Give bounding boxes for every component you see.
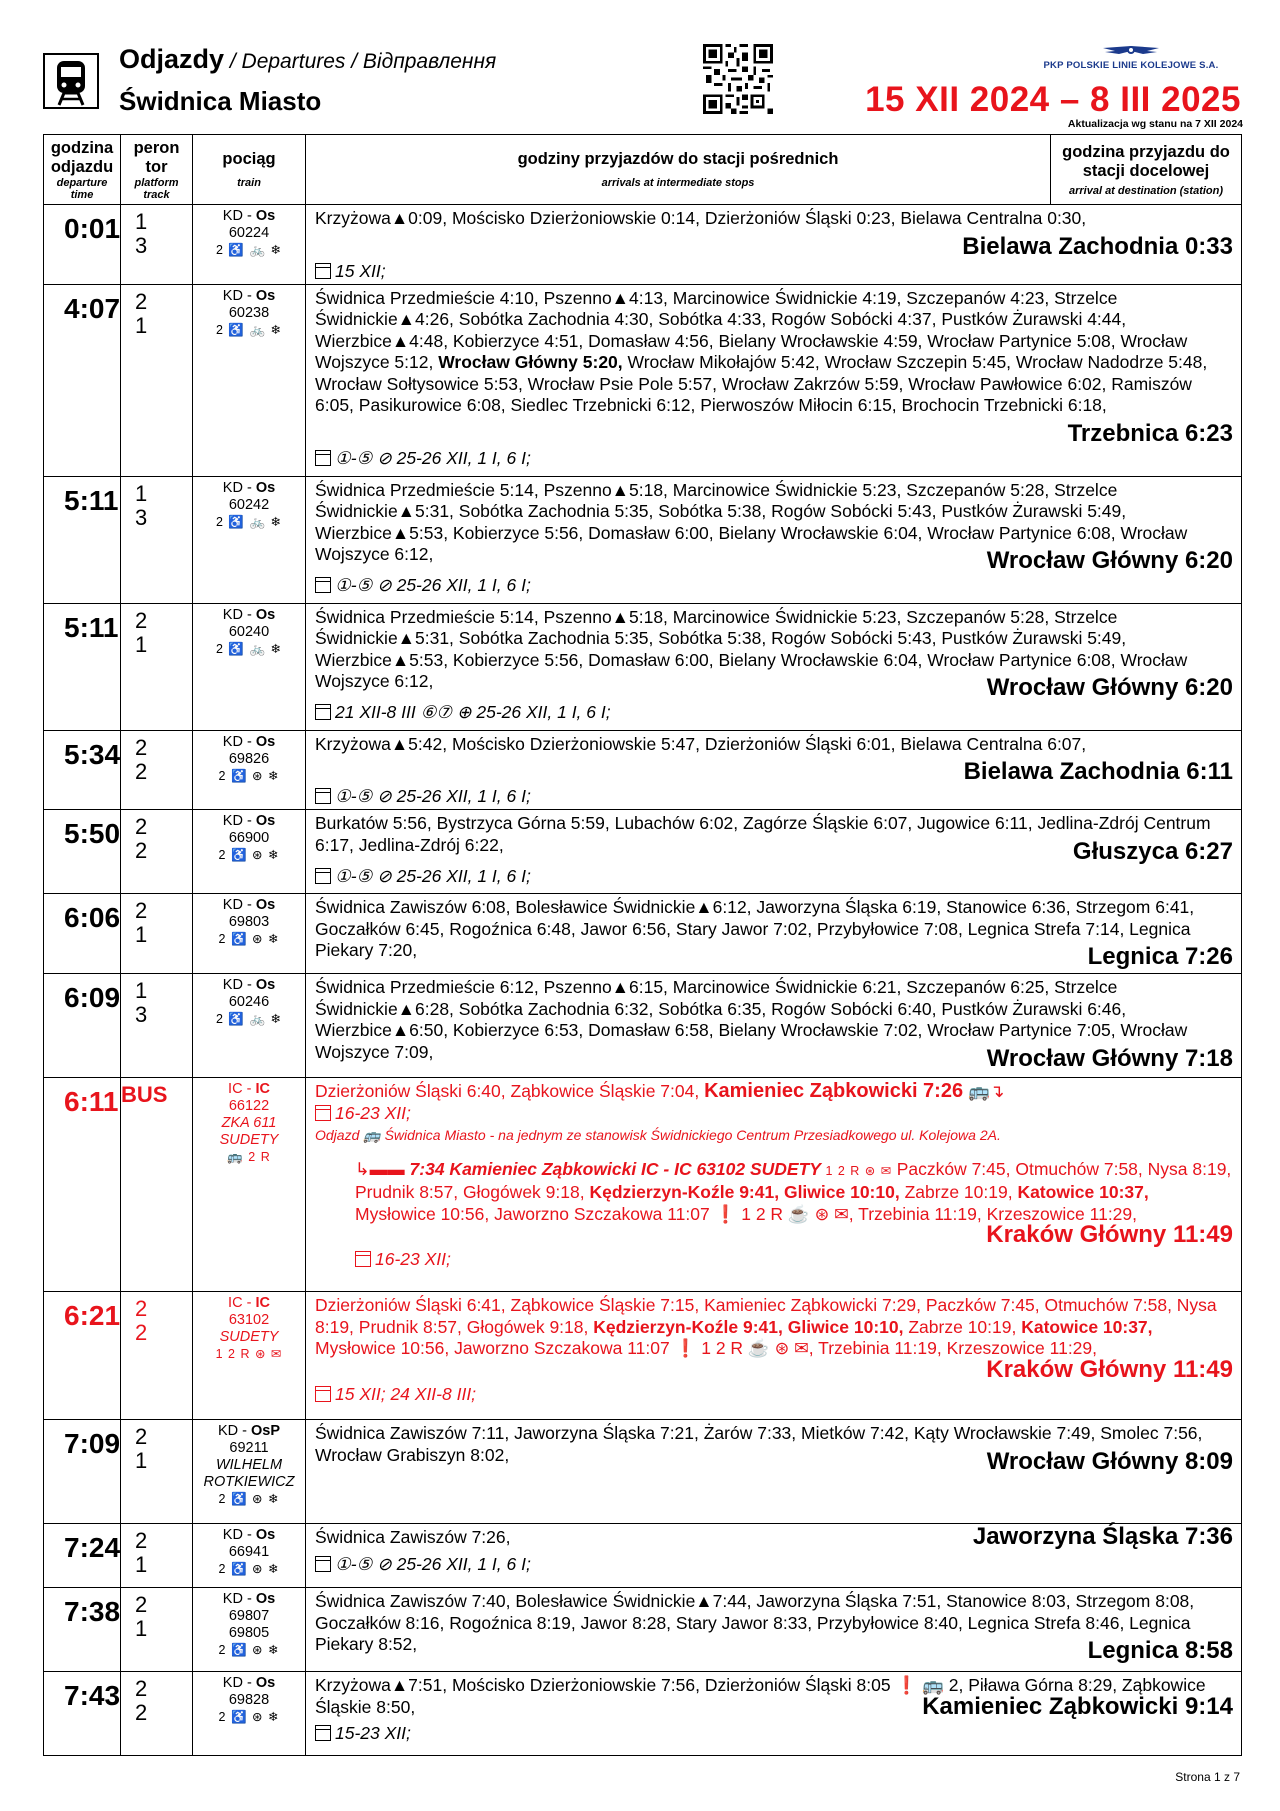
validity-dates: 15 XII 2024 – 8 III 2025: [865, 80, 1241, 119]
departure-row[interactable]: [44, 974, 1242, 1078]
platform-track: 2 2: [121, 1292, 193, 1420]
calendar-note: ①-⑤ ⊘ 25-26 XII, 1 I, 6 I;: [315, 574, 1233, 596]
departure-time: 6:21: [44, 1292, 121, 1420]
departure-time: 6:09: [44, 974, 121, 1078]
amenity-icons: 2 ♿ ⊛ ❄: [218, 1562, 280, 1576]
bus-info: Odjazd 🚌 Świdnica Miasto - na jednym ze stanowisk Świdnickiego Centrum Przesiadkowego ul. Kolejowa 2A.: [315, 1126, 1001, 1143]
destination: Wrocław Główny 6:20: [986, 674, 1233, 701]
stops-cell: [306, 1672, 1242, 1756]
platform-track: 2 1: [121, 1588, 193, 1672]
destination: Bielawa Zachodnia 0:33: [962, 232, 1233, 260]
col-train-header: pociąg train: [193, 135, 306, 205]
platform-track: 1 3: [121, 974, 193, 1078]
destination: Legnica 7:26: [1087, 943, 1233, 970]
train-info: KD - Os 69803 2 ♿ ⊛ ❄: [193, 894, 306, 974]
stops-cell: [306, 1588, 1242, 1672]
calendar-icon: [315, 1386, 331, 1402]
intermediate-stops: Świdnica Przedmieście 5:14, Pszenno▲5:18, Marcinowice Świdnickie 5:23, Szczepanów 5:28, Strzelce Świdnickie▲5:31, Sobótka Zachodnia 5:35, Sobótka 5:38, Rogów Sobócki 5:43, Pustków Żurawski 5:49, Wierzbice▲5:53, Kobierzyce 5:56, Domasław 6:00, Bielany Wrocławskie 6:04, Wrocław Partynice 6:08, Wrocław Wojszyce 6:12,: [315, 479, 1188, 564]
departure-time: 0:01: [44, 205, 121, 285]
calendar-icon: [315, 450, 331, 466]
stops-cell: [306, 476, 1242, 603]
platform-track: BUS: [121, 1078, 193, 1292]
destination: Kamieniec Ząbkowicki 9:14: [922, 1692, 1233, 1720]
departure-row[interactable]: [44, 476, 1242, 603]
col-stops-header: godziny przyjazdów do stacji pośrednich arrivals at intermediate stops: [306, 135, 1051, 205]
intermediate-stops: Świdnica Zawiszów 7:26,: [315, 1527, 511, 1547]
calendar-icon: [315, 263, 331, 279]
departure-row[interactable]: [44, 205, 1242, 285]
amenity-icons: 2 ♿ ⊛ ❄: [218, 848, 280, 862]
stops-cell: [306, 1524, 1242, 1588]
stops-cell: [306, 974, 1242, 1078]
amenity-icons: 🚌 2 R: [227, 1150, 271, 1164]
train-info: IC - IC 66122 ZKA 611 SUDETY 🚌 2 R: [193, 1078, 306, 1292]
train-info: KD - Os 69826 2 ♿ ⊛ ❄: [193, 730, 306, 810]
departure-row[interactable]: [44, 1588, 1242, 1672]
calendar-note: ①-⑤ ⊘ 25-26 XII, 1 I, 6 I;: [315, 865, 1233, 887]
intermediate-stops: Świdnica Zawiszów 6:08, Bolesławice Świdnickie▲6:12, Jaworzyna Śląska 6:19, Stanowice 6:36, Strzegom 6:41, Goczałków 6:45, Rogoźnica 6:48, Jawor 6:56, Stary Jawor 7:02, Przybyłowice 7:08, Legnica Strefa 7:14, Legnica Piekary 7:20,: [315, 897, 1195, 960]
qr-code[interactable]: [703, 42, 773, 116]
departure-time: 6:11: [44, 1078, 121, 1292]
amenity-icons: 2 ♿ 🚲 ❄: [216, 641, 282, 656]
intermediate-stops: Świdnica Przedmieście 5:14, Pszenno▲5:18, Marcinowice Świdnickie 5:23, Szczepanów 5:28, Strzelce Świdnickie▲5:31, Sobótka Zachodnia 5:35, Sobótka 5:38, Rogów Sobócki 5:43, Pustków Żurawski 5:49, Wierzbice▲5:53, Kobierzyce 5:56, Domasław 6:00, Bielany Wrocławskie 6:04, Wrocław Partynice 6:08, Wrocław Wojszyce 6:12,: [315, 606, 1188, 691]
calendar-note: 15-23 XII;: [315, 1722, 1233, 1744]
train-info: KD - Os 60242 2 ♿ 🚲 ❄: [193, 476, 306, 603]
departure-time: 5:50: [44, 810, 121, 894]
departure-row-bus[interactable]: [44, 1078, 1242, 1292]
calendar-note: 16-23 XII;: [315, 1103, 1233, 1123]
stops-cell: [306, 894, 1242, 974]
train-info: KD - Os 60246 2 ♿ 🚲 ❄: [193, 974, 306, 1078]
amenity-icons: 2 ♿ ⊛ ❄: [218, 932, 280, 946]
transfer-icon: ↳▬▬: [355, 1158, 405, 1179]
stops-cell: [306, 205, 1242, 285]
pkp-wings-icon: [1101, 42, 1161, 60]
destination: Wrocław Główny 7:18: [986, 1044, 1233, 1072]
departure-row[interactable]: [44, 1420, 1242, 1524]
amenity-icons: 2 ♿ ⊛ ❄: [218, 768, 280, 783]
departure-row[interactable]: [44, 810, 1242, 894]
platform-track: 2 1: [121, 1420, 193, 1524]
amenity-icons: 2 ♿ ⊛ ❄: [218, 1710, 280, 1724]
platform-track: 2 1: [121, 1524, 193, 1588]
departure-row[interactable]: [44, 603, 1242, 730]
departure-time: 7:43: [44, 1672, 121, 1756]
stops-cell: Świdnica Przedmieście 4:10, Pszenno▲4:13, Marcinowice Świdnickie 4:19, Szczepanów 4:23, Strzelce Świdnickie▲4:26, Sobótka Zachodnia 4:30, Sobótka 4:33, Rogów Sobócki 4:37, Pustków Żurawski 4:44, Wierzbice▲4:48, Kobierzyce 4:51, Domasław 4:56, Bielany Wrocławskie 4:59, Wrocław Partynice 5:08, Wrocław Wojszyce 5:12, Wrocław Główny 5:20, Wrocław Mikołajów 5:42, Wrocław Szczepin 5:45, Wrocław Nadodrze 5:48, Wrocław Sołtysowice 5:53, Wrocław Psie Pole 5:57, Wrocław Zakrzów 5:59, Wrocław Pawłowice 6:02, Ramiszów 6:05, Pasikurowice 6:08, Siedlec Trzebnicki 6:12, Pierwoszów Miłocin 6:15, Brochocin Trzebnicki 6:18, Trzebnica 6:23 ①-⑤ ⊘ 25-26 XII, 1 I, 6 I;: [306, 284, 1242, 476]
train-info: KD - Os 66900 2 ♿ ⊛ ❄: [193, 810, 306, 894]
calendar-icon: [355, 1251, 371, 1267]
calendar-icon: [315, 788, 331, 804]
departure-row[interactable]: [44, 1524, 1242, 1588]
stops-cell: [306, 730, 1242, 810]
departure-time: 7:38: [44, 1588, 121, 1672]
stops-cell: Dzierżoniów Śląski 6:40, Ząbkowice Śląskie 7:04, Kamieniec Ząbkowicki 7:26 🚌↴ 16-23 XII; Odjazd 🚌 Świdnica Miasto - na jednym ze stanowisk Świdnickiego Centrum Przesiadkowego ul. Kolejowa 2A. ↳▬▬ 7:34 Kamieniec Ząbkowicki IC - IC 63102 SUDETY 1 2 R ⊛ ✉ Paczków 7:45, Otmuchów 7:58, Nysa 8:19, Prudnik 8:57, Głogówek 9:18, Kędzierzyn-Koźle 9:41, Gliwice 10:10, Zabrze 10:19, Katowice 10:37, Mysłowice 10:56, Jaworzno Szczakowa 11:07 ❗ 1 2 R ☕ ⊛ ✉, Trzebinia 11:19, Krzeszowice 11:29, Kraków Główny 11:49 16-23 XII;: [306, 1078, 1242, 1292]
amenity-icons: 2 ♿ 🚲 ❄: [216, 243, 282, 257]
departure-time: 7:24: [44, 1524, 121, 1588]
logo-text: PKP POLSKIE LINIE KOLEJOWE S.A.: [1043, 60, 1219, 71]
page-header: [43, 40, 1243, 132]
amenity-icons: 2 ♿ ⊛ ❄: [218, 1643, 280, 1657]
intermediate-stops: Świdnica Przedmieście 6:12, Pszenno▲6:15, Marcinowice Świdnickie 6:21, Szczepanów 6:25, Strzelce Świdnickie▲6:28, Sobótka Zachodnia 6:32, Sobótka 6:35, Rogów Sobócki 6:40, Pustków Żurawski 6:46, Wierzbice▲6:50, Kobierzyce 6:53, Domasław 6:58, Bielany Wrocławskie 7:02, Wrocław Partynice 7:05, Wrocław Wojszyce 7:09,: [315, 977, 1188, 1062]
intermediate-stops: Dzierżoniów Śląski 6:41, Ząbkowice Śląskie 7:15, Kamieniec Ząbkowicki 7:29, Paczków 7:45, Otmuchów 7:58, Nysa 8:19, Prudnik 8:57, Głogówek 9:18,: [315, 1295, 1217, 1337]
destination: Wrocław Główny 8:09: [986, 1447, 1233, 1475]
platform-track: 1 3: [121, 476, 193, 603]
train-info: KD - Os 66941 2 ♿ ⊛ ❄: [193, 1524, 306, 1588]
intermediate-stops: Świdnica Zawiszów 7:11, Jaworzyna Śląska 7:21, Żarów 7:33, Mietków 7:42, Kąty Wrocławskie 7:49, Smolec 7:56, Wrocław Grabiszyn 8:02,: [315, 1423, 1203, 1465]
transfer-destination: Kraków Główny 11:49: [986, 1221, 1233, 1248]
train-info: KD - Os 60238 2 ♿ 🚲 ❄: [193, 284, 306, 476]
train-info: KD - Os 69828 2 ♿ ⊛ ❄: [193, 1672, 306, 1756]
bus-icon: 🚌↴: [967, 1081, 1005, 1101]
departure-row[interactable]: [44, 284, 1242, 476]
stops-cell: [306, 810, 1242, 894]
page-title: Odjazdy / Departures / Відправлення: [119, 44, 497, 74]
train-info: KD - Os 60240 2 ♿ 🚲 ❄: [193, 603, 306, 730]
calendar-icon: [315, 577, 331, 593]
platform-track: 2 2: [121, 810, 193, 894]
calendar-note: 16-23 XII;: [355, 1248, 1233, 1270]
intermediate-stops: Burkatów 5:56, Bystrzyca Górna 5:59, Lubachów 6:02, Zagórze Śląskie 6:07, Jugowice 6:11, Jedlina-Zdrój Centrum 6:17, Jedlina-Zdrój 6:22,: [315, 813, 1211, 855]
departure-time: 6:06: [44, 894, 121, 974]
stops-cell: [306, 603, 1242, 730]
transfer-connection: ↳▬▬ 7:34 Kamieniec Ząbkowicki IC - IC 63102 SUDETY 1 2 R ⊛ ✉ Paczków 7:45, Otmuchów 7:58, Nysa 8:19, Prudnik 8:57, Głogówek 9:18, Kędzierzyn-Koźle 9:41, Gliwice 10:10, Zabrze 10:19, Katowice 10:37, Mysłowice 10:56, Jaworzno Szczakowa 11:07 ❗ 1 2 R ☕ ⊛ ✉, Trzebinia 11:19, Krzeszowice 11:29, Kraków Główny 11:49 16-23 XII;: [355, 1158, 1233, 1269]
col-platform-header: peron tor platform track: [121, 135, 193, 205]
destination: Kraków Główny 11:49: [986, 1355, 1233, 1383]
departure-row[interactable]: [44, 1292, 1242, 1420]
calendar-note: ①-⑤ ⊘ 25-26 XII, 1 I, 6 I;: [315, 1553, 1233, 1575]
stops-cell: Dzierżoniów Śląski 6:41, Ząbkowice Śląskie 7:15, Kamieniec Ząbkowicki 7:29, Paczków 7:45, Otmuchów 7:58, Nysa 8:19, Prudnik 8:57, Głogówek 9:18, Kędzierzyn-Koźle 9:41, Gliwice 10:10, Zabrze 10:19, Katowice 10:37, Mysłowice 10:56, Jaworzno Szczakowa 11:07 ❗ 1 2 R ☕ ⊛ ✉, Trzebinia 11:19, Krzeszowice 11:29, Kraków Główny 11:49 15 XII; 24 XII-8 III;: [306, 1292, 1242, 1420]
train-info: IC - IC 63102 SUDETY 1 2 R ⊛ ✉: [193, 1292, 306, 1420]
destination: Legnica 8:58: [1087, 1637, 1233, 1664]
platform-track: 1 3: [121, 205, 193, 285]
calendar-note: 15 XII; 24 XII-8 III;: [315, 1383, 1233, 1405]
intermediate-stops: Krzyżowa▲0:09, Mościsko Dzierżoniowskie 0:14, Dzierżoniów Śląski 0:23, Bielawa Centralna 0:30,: [315, 208, 1087, 228]
calendar-icon: [315, 1556, 331, 1572]
amenity-icons: 1 2 R ⊛ ✉: [215, 1347, 283, 1361]
intermediate-stops: Świdnica Przedmieście 4:10, Pszenno▲4:13, Marcinowice Świdnickie 4:19, Szczepanów 4:23, Strzelce Świdnickie▲4:26, Sobótka Zachodnia 4:30, Sobótka 4:33, Rogów Sobócki 4:37, Pustków Żurawski 4:44, Wierzbice▲4:48, Kobierzyce 4:51, Domasław 4:56, Bielany Wrocławskie 4:59, Wrocław Partynice 5:08, Wrocław Wojszyce 5:12,: [315, 287, 1188, 372]
departure-time: 5:34: [44, 730, 121, 810]
platform-track: 2 2: [121, 730, 193, 810]
destination: Trzebnica 6:23: [1067, 419, 1233, 447]
destination: Wrocław Główny 6:20: [986, 547, 1233, 574]
intermediate-stops: Krzyżowa▲5:42, Mościsko Dzierżoniowskie 5:47, Dzierżoniów Śląski 6:01, Bielawa Centralna 6:07,: [315, 733, 1087, 754]
platform-track: 2 1: [121, 603, 193, 730]
intermediate-stops: Świdnica Zawiszów 7:40, Bolesławice Świdnickie▲7:44, Jaworzyna Śląska 7:51, Stanowice 8:03, Strzegom 8:08, Goczałków 8:16, Rogoźnica 8:19, Jawor 8:28, Stary Jawor 8:33, Przybyłowice 8:40, Legnica Strefa 8:46, Legnica Piekary 8:52,: [315, 1591, 1195, 1654]
calendar-note: ①-⑤ ⊘ 25-26 XII, 1 I, 6 I;: [315, 447, 1233, 469]
departure-time: 4:07: [44, 284, 121, 476]
timetable: [43, 134, 1242, 1756]
departure-time: 5:11: [44, 603, 121, 730]
calendar-icon: [315, 704, 331, 720]
calendar-icon: [315, 1105, 331, 1121]
stops-cell: [306, 1420, 1242, 1524]
col-time-header: godzina odjazdu departure time: [44, 135, 121, 205]
amenity-icons: 2 ♿ 🚲 ❄: [216, 514, 282, 529]
update-note: Aktualizacja wg stanu na 7 XII 2024: [1067, 118, 1243, 130]
amenity-icons: 2 ♿ 🚲 ❄: [216, 1012, 282, 1026]
amenity-icons: 2 ♿ 🚲 ❄: [216, 322, 282, 337]
train-info: KD - Os 60224 2 ♿ 🚲 ❄: [193, 205, 306, 285]
departure-row[interactable]: [44, 730, 1242, 810]
calendar-icon: [315, 1725, 331, 1741]
platform-track: 2 2: [121, 1672, 193, 1756]
intermediate-stops: Dzierżoniów Śląski 6:40, Ząbkowice Śląskie 7:04,: [315, 1081, 705, 1101]
departure-time: 5:11: [44, 476, 121, 603]
page-number: Strona 1 z 7: [1175, 1770, 1240, 1784]
pkp-logo: [1021, 42, 1241, 71]
destination: Bielawa Zachodnia 6:11: [963, 758, 1233, 785]
calendar-note: ①-⑤ ⊘ 25-26 XII, 1 I, 6 I;: [315, 785, 1233, 807]
train-icon: [43, 53, 99, 109]
platform-track: 2 1: [121, 894, 193, 974]
train-info: KD - Os 69807 69805 2 ♿ ⊛ ❄: [193, 1588, 306, 1672]
amenity-icons: 2 ♿ ⊛ ❄: [218, 1492, 280, 1506]
station-name: Świdnica Miasto: [119, 86, 322, 116]
departure-row[interactable]: [44, 1672, 1242, 1756]
train-info: KD - OsP 69211 WILHELM ROTKIEWICZ 2 ♿ ⊛ ❄: [193, 1420, 306, 1524]
destination: Jaworzyna Śląska 7:36: [972, 1523, 1233, 1550]
intermediate-stops: Krzyżowa▲7:51, Mościsko Dzierżoniowskie 7:56, Dzierżoniów Śląski 8:05 ❗ 🚌 2, Piława Górna 8:29, Ząbkowice Śląskie 8:50,: [315, 1675, 1206, 1717]
departure-row[interactable]: [44, 894, 1242, 974]
calendar-icon: [315, 868, 331, 884]
col-destination-header: godzina przyjazdu do stacji docelowej arrival at destination (station): [1051, 135, 1242, 205]
departure-time: 7:09: [44, 1420, 121, 1524]
destination: Głuszyca 6:27: [1072, 837, 1233, 865]
calendar-note: 15 XII;: [315, 260, 1233, 282]
calendar-note: 21 XII-8 III ⑥⑦ ⊕ 25-26 XII, 1 I, 6 I;: [315, 701, 1233, 723]
platform-track: 2 1: [121, 284, 193, 476]
